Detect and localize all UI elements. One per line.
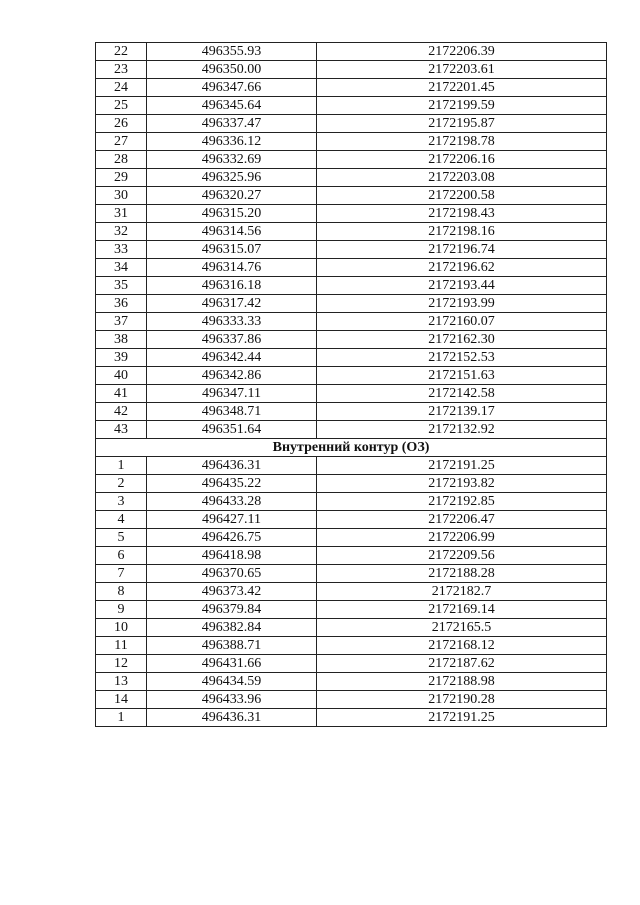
x-coordinate-cell: 496342.86 (147, 367, 317, 385)
table-row (96, 79, 607, 97)
point-number-cell: 39 (96, 349, 147, 367)
y-coordinate-cell: 2172142.58 (317, 385, 607, 403)
point-number-cell: 25 (96, 97, 147, 115)
y-coordinate-cell: 2172139.17 (317, 403, 607, 421)
outer-contour-rows (96, 43, 607, 439)
y-coordinate-cell: 2172199.59 (317, 97, 607, 115)
x-coordinate-cell: 496350.00 (147, 61, 317, 79)
point-number-cell: 8 (96, 583, 147, 601)
y-coordinate-cell: 2172193.82 (317, 475, 607, 493)
y-coordinate-cell: 2172193.99 (317, 295, 607, 313)
y-coordinate-cell: 2172200.58 (317, 187, 607, 205)
point-number-cell: 28 (96, 151, 147, 169)
table-row (96, 331, 607, 349)
point-number-cell: 30 (96, 187, 147, 205)
x-coordinate-cell: 496434.59 (147, 673, 317, 691)
x-coordinate-cell: 496418.98 (147, 547, 317, 565)
table-row (96, 673, 607, 691)
y-coordinate-cell: 2172196.62 (317, 259, 607, 277)
y-coordinate-cell: 2172192.85 (317, 493, 607, 511)
table-row (96, 43, 607, 61)
x-coordinate-cell: 496382.84 (147, 619, 317, 637)
table-row (96, 619, 607, 637)
x-coordinate-cell: 496373.42 (147, 583, 317, 601)
table-row (96, 601, 607, 619)
table-row (96, 241, 607, 259)
x-coordinate-cell: 496426.75 (147, 529, 317, 547)
y-coordinate-cell: 2172198.43 (317, 205, 607, 223)
coordinates-table (95, 42, 607, 727)
point-number-cell: 6 (96, 547, 147, 565)
table-row (96, 205, 607, 223)
x-coordinate-cell: 496347.66 (147, 79, 317, 97)
y-coordinate-cell: 2172182.7 (317, 583, 607, 601)
x-coordinate-cell: 496388.71 (147, 637, 317, 655)
table-row (96, 169, 607, 187)
x-coordinate-cell: 496316.18 (147, 277, 317, 295)
section-title: Внутренний контур (ОЗ) (96, 439, 607, 457)
x-coordinate-cell: 496325.96 (147, 169, 317, 187)
x-coordinate-cell: 496314.56 (147, 223, 317, 241)
table-row (96, 223, 607, 241)
point-number-cell: 36 (96, 295, 147, 313)
x-coordinate-cell: 496433.28 (147, 493, 317, 511)
x-coordinate-cell: 496435.22 (147, 475, 317, 493)
x-coordinate-cell: 496347.11 (147, 385, 317, 403)
point-number-cell: 41 (96, 385, 147, 403)
document-page (95, 42, 606, 727)
y-coordinate-cell: 2172188.98 (317, 673, 607, 691)
x-coordinate-cell: 496333.33 (147, 313, 317, 331)
table-row (96, 97, 607, 115)
x-coordinate-cell: 496337.47 (147, 115, 317, 133)
table-row (96, 403, 607, 421)
y-coordinate-cell: 2172193.44 (317, 277, 607, 295)
point-number-cell: 42 (96, 403, 147, 421)
table-row (96, 709, 607, 727)
point-number-cell: 26 (96, 115, 147, 133)
table-row (96, 277, 607, 295)
point-number-cell: 1 (96, 457, 147, 475)
point-number-cell: 27 (96, 133, 147, 151)
y-coordinate-cell: 2172191.25 (317, 457, 607, 475)
x-coordinate-cell: 496351.64 (147, 421, 317, 439)
point-number-cell: 40 (96, 367, 147, 385)
point-number-cell: 32 (96, 223, 147, 241)
point-number-cell: 10 (96, 619, 147, 637)
x-coordinate-cell: 496427.11 (147, 511, 317, 529)
point-number-cell: 9 (96, 601, 147, 619)
x-coordinate-cell: 496433.96 (147, 691, 317, 709)
table-row (96, 313, 607, 331)
point-number-cell: 5 (96, 529, 147, 547)
y-coordinate-cell: 2172198.16 (317, 223, 607, 241)
table-row (96, 115, 607, 133)
table-row (96, 637, 607, 655)
y-coordinate-cell: 2172169.14 (317, 601, 607, 619)
y-coordinate-cell: 2172195.87 (317, 115, 607, 133)
x-coordinate-cell: 496379.84 (147, 601, 317, 619)
table-row (96, 583, 607, 601)
point-number-cell: 1 (96, 709, 147, 727)
point-number-cell: 12 (96, 655, 147, 673)
x-coordinate-cell: 496342.44 (147, 349, 317, 367)
x-coordinate-cell: 496436.31 (147, 709, 317, 727)
table-row (96, 691, 607, 709)
point-number-cell: 3 (96, 493, 147, 511)
table-row (96, 493, 607, 511)
x-coordinate-cell: 496348.71 (147, 403, 317, 421)
table-row (96, 259, 607, 277)
y-coordinate-cell: 2172165.5 (317, 619, 607, 637)
table-row (96, 385, 607, 403)
y-coordinate-cell: 2172203.08 (317, 169, 607, 187)
point-number-cell: 31 (96, 205, 147, 223)
table-row (96, 151, 607, 169)
section-header-group (96, 439, 607, 457)
table-row (96, 457, 607, 475)
table-row (96, 133, 607, 151)
x-coordinate-cell: 496431.66 (147, 655, 317, 673)
y-coordinate-cell: 2172187.62 (317, 655, 607, 673)
x-coordinate-cell: 496332.69 (147, 151, 317, 169)
point-number-cell: 14 (96, 691, 147, 709)
point-number-cell: 33 (96, 241, 147, 259)
y-coordinate-cell: 2172206.47 (317, 511, 607, 529)
y-coordinate-cell: 2172201.45 (317, 79, 607, 97)
table-row (96, 367, 607, 385)
y-coordinate-cell: 2172162.30 (317, 331, 607, 349)
table-row (96, 529, 607, 547)
y-coordinate-cell: 2172188.28 (317, 565, 607, 583)
y-coordinate-cell: 2172203.61 (317, 61, 607, 79)
point-number-cell: 43 (96, 421, 147, 439)
point-number-cell: 23 (96, 61, 147, 79)
point-number-cell: 34 (96, 259, 147, 277)
point-number-cell: 2 (96, 475, 147, 493)
x-coordinate-cell: 496336.12 (147, 133, 317, 151)
x-coordinate-cell: 496370.65 (147, 565, 317, 583)
table-row (96, 421, 607, 439)
table-row (96, 547, 607, 565)
point-number-cell: 24 (96, 79, 147, 97)
x-coordinate-cell: 496337.86 (147, 331, 317, 349)
table-row (96, 475, 607, 493)
x-coordinate-cell: 496317.42 (147, 295, 317, 313)
point-number-cell: 7 (96, 565, 147, 583)
x-coordinate-cell: 496315.20 (147, 205, 317, 223)
y-coordinate-cell: 2172151.63 (317, 367, 607, 385)
x-coordinate-cell: 496345.64 (147, 97, 317, 115)
table-row (96, 349, 607, 367)
y-coordinate-cell: 2172206.16 (317, 151, 607, 169)
point-number-cell: 4 (96, 511, 147, 529)
y-coordinate-cell: 2172206.39 (317, 43, 607, 61)
section-header-row (96, 439, 607, 457)
point-number-cell: 22 (96, 43, 147, 61)
point-number-cell: 37 (96, 313, 147, 331)
table-row (96, 187, 607, 205)
point-number-cell: 11 (96, 637, 147, 655)
point-number-cell: 29 (96, 169, 147, 187)
table-row (96, 655, 607, 673)
x-coordinate-cell: 496314.76 (147, 259, 317, 277)
y-coordinate-cell: 2172198.78 (317, 133, 607, 151)
x-coordinate-cell: 496320.27 (147, 187, 317, 205)
table-row (96, 565, 607, 583)
point-number-cell: 35 (96, 277, 147, 295)
inner-contour-rows (96, 457, 607, 727)
point-number-cell: 13 (96, 673, 147, 691)
table-row (96, 295, 607, 313)
y-coordinate-cell: 2172190.28 (317, 691, 607, 709)
table-row (96, 511, 607, 529)
y-coordinate-cell: 2172196.74 (317, 241, 607, 259)
y-coordinate-cell: 2172209.56 (317, 547, 607, 565)
y-coordinate-cell: 2172191.25 (317, 709, 607, 727)
x-coordinate-cell: 496436.31 (147, 457, 317, 475)
y-coordinate-cell: 2172168.12 (317, 637, 607, 655)
y-coordinate-cell: 2172152.53 (317, 349, 607, 367)
y-coordinate-cell: 2172206.99 (317, 529, 607, 547)
x-coordinate-cell: 496355.93 (147, 43, 317, 61)
x-coordinate-cell: 496315.07 (147, 241, 317, 259)
point-number-cell: 38 (96, 331, 147, 349)
table-row (96, 61, 607, 79)
y-coordinate-cell: 2172160.07 (317, 313, 607, 331)
y-coordinate-cell: 2172132.92 (317, 421, 607, 439)
